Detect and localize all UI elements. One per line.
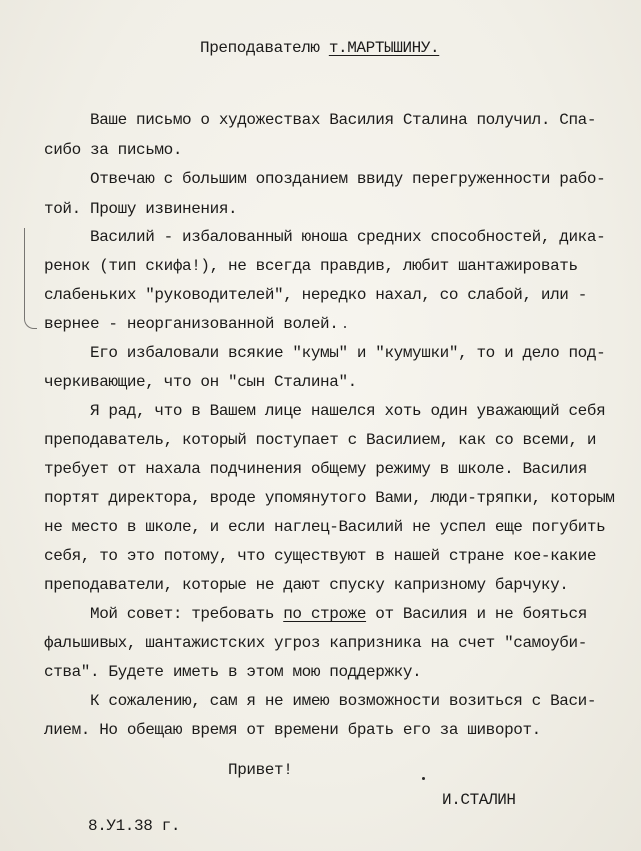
text-fragment: Мой совет: требовать	[90, 605, 284, 623]
text-line: не место в школе, и если наглец-Василий не успел еще погубить	[44, 518, 606, 536]
closing-greeting: Привет!	[228, 761, 293, 779]
text-line: лием. Но обещаю время от времени брать его за шиворот.	[44, 721, 541, 739]
text-line: слабеньких "руководителей", нередко нахал, со слабой, или -	[44, 286, 587, 304]
text-line: сибо за письмо.	[44, 141, 183, 159]
text-line: фальшивых, шантажистских угроз капризника на счет "самоуби-	[44, 634, 587, 652]
margin-bracket-mark	[24, 228, 37, 329]
text-line: Василий - избалованный юноша средних способностей, дика-	[90, 228, 606, 246]
text-line: Я рад, что в Вашем лице нашелся хоть один уважающий себя	[90, 402, 606, 420]
signature: И.СТАЛИН	[442, 791, 516, 809]
text-line: ства". Будете иметь в этом мою поддержку.	[44, 663, 422, 681]
letter-heading	[200, 38, 439, 58]
text-line: преподаватели, которые не дают спуску капризному барчуку.	[44, 576, 569, 594]
text-line: портят директора, вроде упомянутого Вами, люди-тряпки, которым	[44, 489, 615, 507]
heading-prefix: Преподавателю	[200, 39, 329, 57]
text-line: преподаватель, который поступает с Василием, как со всеми, и	[44, 431, 597, 449]
text-fragment: от Василия и не бояться	[366, 605, 587, 623]
text-line: требует от нахала подчинения общему режиму в школе. Василия	[44, 460, 587, 478]
letter-date: 8.У1.38 г.	[88, 817, 181, 835]
text-line: Ваше письмо о художествах Василия Сталина получил. Спа-	[90, 111, 597, 129]
ink-speck	[344, 326, 346, 328]
text-line: Отвечаю с большим опозданием ввиду перегруженности рабо-	[90, 170, 606, 188]
underlined-phrase: по строже	[283, 605, 367, 623]
text-line: К сожалению, сам я не имею возможности возиться с Васи-	[90, 692, 597, 710]
text-line: Его избаловали всякие "кумы" и "кумушки", то и дело под-	[90, 344, 606, 362]
heading-addressee: т.МАРТЫШИНУ.	[328, 39, 440, 57]
text-line: черкивающие, что он "сын Сталина".	[44, 373, 357, 391]
text-line	[90, 604, 587, 624]
text-line: себя, то это потому, что существуют в нашей стране кое-какие	[44, 547, 597, 565]
text-line: вернее - неорганизованной волей.	[44, 315, 339, 333]
text-line: той. Прошу извинения.	[44, 200, 238, 218]
ink-speck	[422, 777, 425, 780]
text-line: ренок (тип скифа!), не всегда правдив, любит шантажировать	[44, 257, 578, 275]
